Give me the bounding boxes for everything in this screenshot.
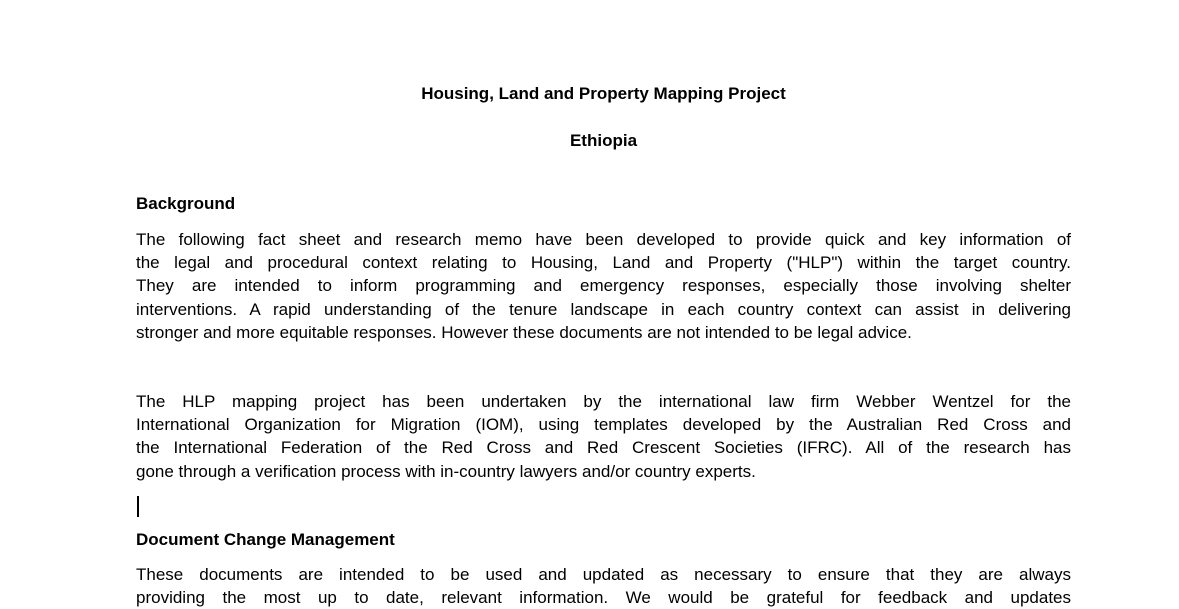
paragraph-document-change — [136, 563, 1071, 609]
text-line: They are intended to inform programming and emergency responses, especially those involving shelter — [136, 276, 1071, 296]
text-line: stronger and more equitable responses. However these documents are not intended to be legal advice. — [136, 322, 912, 342]
text-line: The following fact sheet and research memo have been developed to provide quick and key information of — [136, 230, 1071, 249]
section-heading-document-change-management: Document Change Management — [136, 530, 395, 549]
document-title: Housing, Land and Property Mapping Project — [421, 84, 786, 103]
text-line: the International Federation of the Red Cross and Red Crescent Societies (IFRC). All of the research has — [136, 438, 1071, 458]
text-cursor-caret — [137, 496, 139, 517]
section-heading-background: Background — [136, 194, 236, 213]
paragraph-intro — [136, 228, 1071, 344]
text-line: International Organization for Migration (IOM), using templates developed by the Australian Red Cross and — [136, 415, 1071, 435]
paragraph-hlp-project — [136, 390, 1071, 483]
document-subtitle: Ethiopia — [569, 131, 638, 150]
text-line: providing the most up to date, relevant information. We would be grateful for feedback and updates — [136, 588, 1071, 608]
text-line: The HLP mapping project has been undertaken by the international law firm Webber Wentzel for the — [136, 392, 1071, 411]
text-line: These documents are intended to be used and updated as necessary to ensure that they are always — [136, 565, 1071, 584]
text-line: the legal and procedural context relating to Housing, Land and Property ("HLP") within the target country. — [136, 253, 1071, 273]
text-line: gone through a verification process with in-country lawyers and/or country experts. — [136, 461, 756, 481]
text-line: interventions. A rapid understanding of the tenure landscape in each country context can assist in delivering — [136, 299, 1071, 319]
